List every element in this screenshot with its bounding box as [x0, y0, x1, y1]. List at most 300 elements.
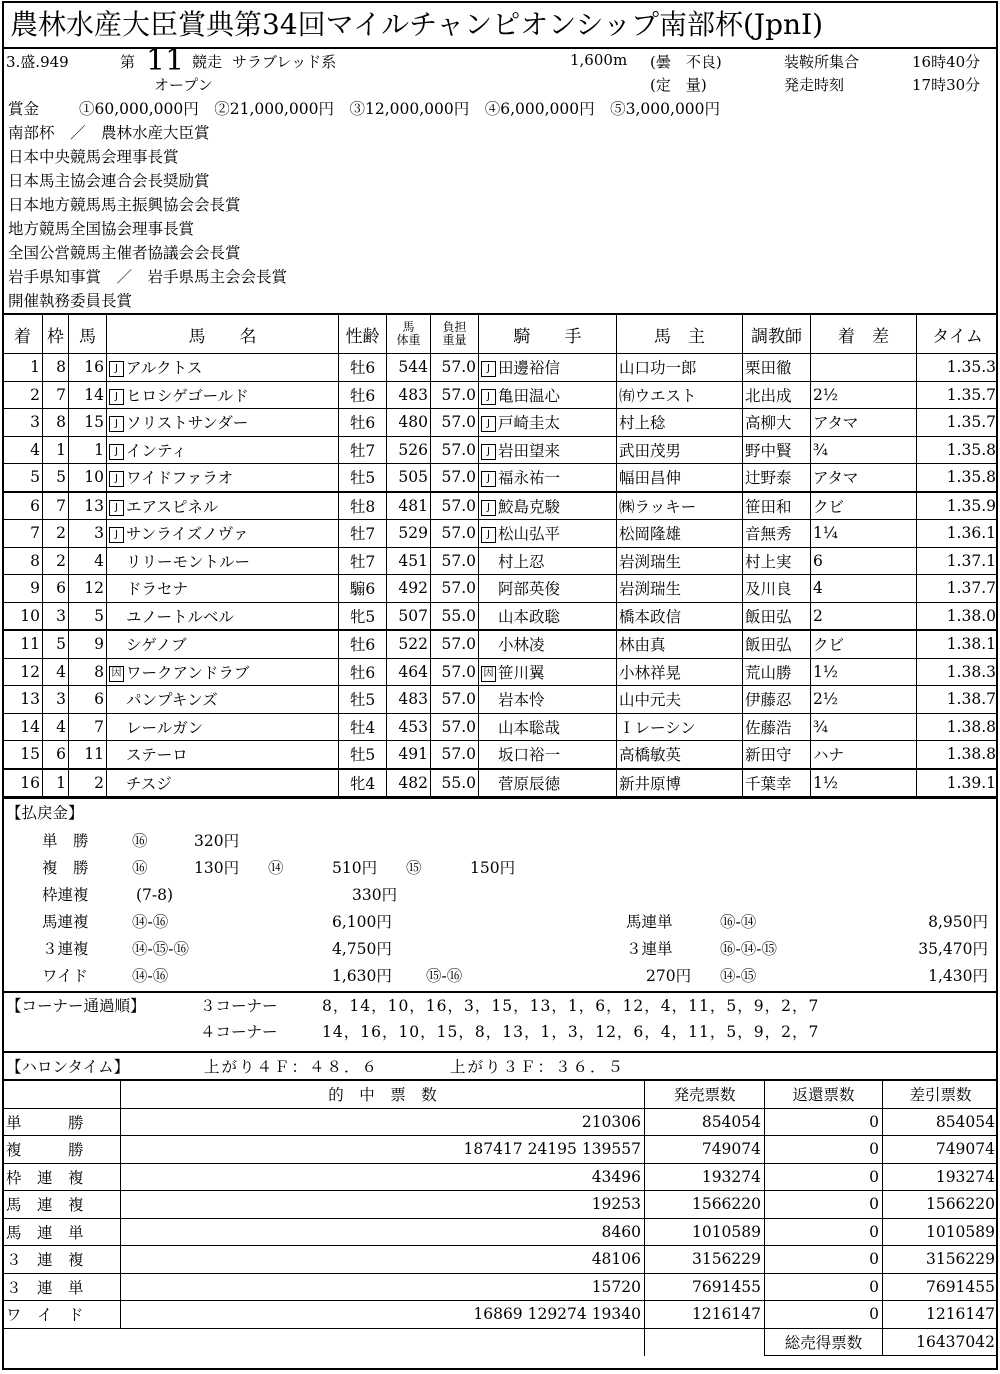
- results-header-row: [3, 314, 999, 354]
- affiliation-mark: J: [481, 527, 496, 543]
- horse-name: ワイドファラオ: [126, 469, 234, 488]
- votes-header-row: [3, 1080, 999, 1108]
- corner4-order: 14，16，10，15，8，13，1，3，12，6，4，11，5，9，2，7: [322, 1023, 820, 1041]
- cell-burden: 57.0: [431, 354, 479, 382]
- cell-num: 5: [69, 602, 107, 630]
- affiliation-mark: J: [109, 527, 124, 543]
- cell-rank: 10: [3, 602, 43, 630]
- win-label: 単 勝: [42, 832, 89, 850]
- cell-burden: 57.0: [431, 381, 479, 409]
- cell-horse: [107, 520, 339, 548]
- jockey-name: 田邊裕信: [498, 359, 561, 378]
- result-row: [3, 686, 999, 714]
- cell-num: 9: [69, 630, 107, 658]
- affiliation-mark: J: [109, 416, 124, 432]
- cell-trainer: 音無秀: [743, 520, 811, 548]
- cell-jockey: [479, 436, 617, 464]
- place1-combo: ⑯: [132, 859, 148, 877]
- cell-burden: 55.0: [431, 602, 479, 630]
- cell-owner: ㈲ウエスト: [617, 381, 743, 409]
- cell-horse: [107, 492, 339, 520]
- votes-cell-sold: 3156229: [645, 1246, 765, 1274]
- cell-margin: クビ: [811, 492, 917, 520]
- cell-frame: 2: [43, 520, 69, 548]
- result-row: [3, 547, 999, 575]
- col-weight: 馬 体重: [387, 314, 431, 354]
- cell-trainer: 及川良: [743, 575, 811, 603]
- cell-weight: 464: [387, 658, 431, 686]
- result-row: [3, 769, 999, 797]
- payout-heading: 【払戻金】: [6, 804, 84, 822]
- award-line: 岩手県知事賞 ／ 岩手県馬主会会長賞: [8, 268, 288, 286]
- votes-cell-refund: 0: [765, 1246, 883, 1274]
- votes-row: [3, 1136, 999, 1164]
- cell-weight: 483: [387, 686, 431, 714]
- cell-burden: 57.0: [431, 713, 479, 741]
- votes-cell-hits: 16869 129274 19340: [121, 1301, 645, 1329]
- corners-heading: 【コーナー通過順】: [6, 997, 146, 1015]
- votes-table: [2, 1079, 998, 1356]
- cell-horse: [107, 658, 339, 686]
- result-row: [3, 409, 999, 437]
- cell-burden: 55.0: [431, 769, 479, 797]
- affiliation-mark: J: [481, 444, 496, 460]
- cell-frame: 4: [43, 713, 69, 741]
- distance: 1,600m: [570, 51, 628, 69]
- horse-name: エアスピネル: [126, 497, 219, 516]
- cell-jockey: [479, 658, 617, 686]
- quinella-label: 馬連複: [42, 913, 89, 931]
- cell-horse: [107, 547, 339, 575]
- votes-body: [3, 1108, 999, 1328]
- votes-cell-refund: 0: [765, 1301, 883, 1329]
- cell-jockey: [479, 409, 617, 437]
- cell-margin: アタマ: [811, 464, 917, 492]
- horse-name: ステーロ: [126, 746, 188, 765]
- corner3-order: 8，14，10，16，3，15，13，1，6，12，4，11，5，9，2，7: [322, 997, 820, 1015]
- votes-row: [3, 1301, 999, 1329]
- cell-margin: アタマ: [811, 409, 917, 437]
- result-row: [3, 741, 999, 769]
- jockey-name: 福永祐一: [498, 469, 561, 488]
- bracket-amount: 330円: [352, 886, 398, 904]
- cell-trainer: 辻野泰: [743, 464, 811, 492]
- cell-jockey: [479, 630, 617, 658]
- cell-weight: 453: [387, 713, 431, 741]
- cell-num: 8: [69, 658, 107, 686]
- cell-frame: 6: [43, 575, 69, 603]
- cell-rank: 3: [3, 409, 43, 437]
- cell-weight: 480: [387, 409, 431, 437]
- cell-time: 1.35.7: [917, 381, 999, 409]
- award-line: 開催執務委員長賞: [8, 292, 133, 310]
- award-line: 全国公営競馬主催者協議会会長賞: [8, 244, 241, 262]
- cell-burden: 57.0: [431, 575, 479, 603]
- cell-frame: 1: [43, 436, 69, 464]
- cell-weight: 507: [387, 602, 431, 630]
- cell-owner: 新井原博: [617, 769, 743, 797]
- cell-frame: 4: [43, 658, 69, 686]
- horse-name: レールガン: [126, 718, 204, 737]
- cell-num: 10: [69, 464, 107, 492]
- cell-rank: 8: [3, 547, 43, 575]
- votes-cell-type: 単 勝: [3, 1108, 121, 1136]
- breed: サラブレッド系: [232, 53, 337, 71]
- wide2-combo: ⑮-⑯: [426, 967, 463, 985]
- votes-cell-sold: 749074: [645, 1136, 765, 1164]
- horse-name: ヒロシゲゴールド: [126, 386, 249, 405]
- col-sexage: 性齢: [339, 314, 387, 354]
- cell-jockey: [479, 354, 617, 382]
- wide-label: ワイド: [42, 967, 89, 985]
- jockey-name: 村上忍: [498, 552, 545, 571]
- cell-owner: ㈱ラッキー: [617, 492, 743, 520]
- cell-num: 4: [69, 547, 107, 575]
- cell-burden: 57.0: [431, 547, 479, 575]
- cell-owner: 岩渕瑞生: [617, 575, 743, 603]
- cell-rank: 11: [3, 630, 43, 658]
- votes-row: [3, 1246, 999, 1274]
- place2-combo: ⑭: [268, 859, 284, 877]
- cell-frame: 1: [43, 769, 69, 797]
- votes-cell-hits: 19253: [121, 1191, 645, 1219]
- cell-margin: 1½: [811, 658, 917, 686]
- cell-trainer: 飯田弘: [743, 630, 811, 658]
- cell-sexage: 牡7: [339, 520, 387, 548]
- cell-trainer: 野中賢: [743, 436, 811, 464]
- cell-sexage: 牡5: [339, 686, 387, 714]
- result-row: [3, 436, 999, 464]
- award-line: 地方競馬全国協会理事長賞: [8, 220, 195, 238]
- votes-cell-net: 3156229: [883, 1246, 999, 1274]
- post-time: 17時30分: [912, 76, 981, 94]
- place-label: 複 勝: [42, 859, 89, 877]
- cell-rank: 16: [3, 769, 43, 797]
- cell-trainer: 村上実: [743, 547, 811, 575]
- place1-amount: 130円: [194, 859, 240, 877]
- cell-margin: ハナ: [811, 741, 917, 769]
- cell-frame: 5: [43, 464, 69, 492]
- prize-label: 賞金: [8, 100, 40, 118]
- votes-total-row: [3, 1328, 999, 1356]
- affiliation-mark: 因: [481, 666, 496, 682]
- cell-rank: 9: [3, 575, 43, 603]
- cell-rank: 14: [3, 713, 43, 741]
- result-row: [3, 713, 999, 741]
- cell-time: 1.38.3: [917, 658, 999, 686]
- cell-margin: 1¼: [811, 520, 917, 548]
- wide3-amount: 1,430円: [928, 967, 988, 985]
- cell-time: 1.37.1: [917, 547, 999, 575]
- race-result-sheet: [2, 1, 998, 1370]
- cell-horse: [107, 769, 339, 797]
- cell-margin: クビ: [811, 630, 917, 658]
- award-line: 日本中央競馬会理事長賞: [8, 148, 179, 166]
- jockey-name: 小林凌: [498, 636, 545, 655]
- cell-horse: [107, 464, 339, 492]
- paddock-time: 16時40分: [912, 53, 981, 71]
- bracket-combo: (7-8): [136, 886, 174, 904]
- cell-time: 1.38.0: [917, 602, 999, 630]
- cell-horse: [107, 713, 339, 741]
- cell-rank: 6: [3, 492, 43, 520]
- cell-trainer: 新田守: [743, 741, 811, 769]
- trio-amount: 4,750円: [332, 940, 392, 958]
- cell-trainer: 飯田弘: [743, 602, 811, 630]
- exacta-amount: 8,950円: [928, 913, 988, 931]
- wide1-amount: 1,630円: [332, 967, 392, 985]
- votes-cell-refund: 0: [765, 1273, 883, 1301]
- cell-rank: 13: [3, 686, 43, 714]
- cell-owner: 岩渕瑞生: [617, 547, 743, 575]
- cell-owner: 松岡隆雄: [617, 520, 743, 548]
- cell-frame: 5: [43, 630, 69, 658]
- place2-amount: 510円: [332, 859, 378, 877]
- cell-num: 15: [69, 409, 107, 437]
- cell-owner: 村上稔: [617, 409, 743, 437]
- cell-owner: 山口功一郎: [617, 354, 743, 382]
- votes-row: [3, 1163, 999, 1191]
- cell-weight: 505: [387, 464, 431, 492]
- cell-jockey: [479, 520, 617, 548]
- award-line: 南部杯 ／ 農林水産大臣賞: [8, 124, 210, 142]
- cell-rank: 7: [3, 520, 43, 548]
- trio-combo: ⑭-⑮-⑯: [132, 940, 189, 958]
- votes-cell-refund: 0: [765, 1191, 883, 1219]
- cell-trainer: 笹田和: [743, 492, 811, 520]
- cell-jockey: [479, 686, 617, 714]
- cell-weight: 491: [387, 741, 431, 769]
- votes-cell-sold: 193274: [645, 1163, 765, 1191]
- col-trainer: 調教師: [743, 314, 811, 354]
- cell-burden: 57.0: [431, 741, 479, 769]
- cell-jockey: [479, 602, 617, 630]
- cell-horse: [107, 409, 339, 437]
- jockey-name: 鮫島克駿: [498, 497, 561, 516]
- cell-burden: 57.0: [431, 492, 479, 520]
- bracket-label: 枠連複: [42, 886, 89, 904]
- cell-time: 1.38.8: [917, 713, 999, 741]
- cell-weight: 483: [387, 381, 431, 409]
- votes-cell-sold: 1566220: [645, 1191, 765, 1219]
- votes-cell-net: 749074: [883, 1136, 999, 1164]
- cell-owner: 橋本政信: [617, 602, 743, 630]
- cell-horse: [107, 602, 339, 630]
- weather-track: (曇 不良): [650, 53, 722, 71]
- cell-jockey: [479, 547, 617, 575]
- corner3-label: ３コーナー: [200, 997, 278, 1015]
- cell-rank: 5: [3, 464, 43, 492]
- votes-cell-hits: 43496: [121, 1163, 645, 1191]
- cell-trainer: 荒山勝: [743, 658, 811, 686]
- cell-time: 1.35.8: [917, 464, 999, 492]
- cell-time: 1.37.7: [917, 575, 999, 603]
- votes-cell-type: ３ 連 複: [3, 1246, 121, 1274]
- win-amount: 320円: [194, 832, 240, 850]
- cell-rank: 1: [3, 354, 43, 382]
- horse-name: シゲノブ: [126, 636, 187, 655]
- result-row: [3, 381, 999, 409]
- cell-owner: 武田茂男: [617, 436, 743, 464]
- cell-frame: 3: [43, 602, 69, 630]
- cell-frame: 2: [43, 547, 69, 575]
- cell-num: 12: [69, 575, 107, 603]
- cell-sexage: 牡6: [339, 409, 387, 437]
- cell-time: 1.36.1: [917, 520, 999, 548]
- col-num: 馬: [69, 314, 107, 354]
- cell-sexage: 牡6: [339, 381, 387, 409]
- cell-margin: ¾: [811, 436, 917, 464]
- affiliation-mark: J: [481, 471, 496, 487]
- cell-owner: 高橋敏英: [617, 741, 743, 769]
- cell-frame: 7: [43, 381, 69, 409]
- jockey-name: 戸崎圭太: [498, 414, 561, 433]
- cell-trainer: 栗田徹: [743, 354, 811, 382]
- cell-horse: [107, 436, 339, 464]
- cell-horse: [107, 630, 339, 658]
- votes-cell-refund: 0: [765, 1108, 883, 1136]
- cell-sexage: 牝5: [339, 602, 387, 630]
- jockey-name: 山本聡哉: [498, 718, 561, 737]
- votes-cell-hits: 8460: [121, 1218, 645, 1246]
- affiliation-mark: J: [109, 500, 124, 516]
- votes-row: [3, 1218, 999, 1246]
- cell-margin: [811, 354, 917, 382]
- votes-cell-net: 854054: [883, 1108, 999, 1136]
- result-row: [3, 630, 999, 658]
- votes-cell-refund: 0: [765, 1163, 883, 1191]
- affiliation-mark: J: [109, 444, 124, 460]
- votes-cell-net: 1566220: [883, 1191, 999, 1219]
- race-class: オープン: [154, 76, 213, 94]
- cell-sexage: 牝4: [339, 769, 387, 797]
- trifecta-combo: ⑯-⑭-⑮: [720, 940, 777, 958]
- cell-num: 2: [69, 769, 107, 797]
- votes-cell-refund: 0: [765, 1218, 883, 1246]
- cell-burden: 57.0: [431, 409, 479, 437]
- cell-time: 1.39.1: [917, 769, 999, 797]
- col-margin: 着 差: [811, 314, 917, 354]
- horse-name: ソリストサンダー: [126, 414, 249, 433]
- meet-code: 3.盛.949: [6, 53, 69, 71]
- votes-cell-hits: 187417 24195 139557: [121, 1136, 645, 1164]
- cell-sexage: 牡7: [339, 547, 387, 575]
- cell-sexage: 牡4: [339, 713, 387, 741]
- cell-margin: 4: [811, 575, 917, 603]
- cell-weight: 481: [387, 492, 431, 520]
- jockey-name: 坂口裕一: [498, 746, 561, 765]
- affiliation-mark: J: [109, 389, 124, 405]
- affiliation-mark: J: [109, 471, 124, 487]
- affiliation-mark: J: [109, 361, 124, 377]
- quinella-amount: 6,100円: [332, 913, 392, 931]
- cell-frame: 8: [43, 354, 69, 382]
- results-body: [3, 354, 999, 797]
- race-number: 11: [146, 43, 185, 78]
- cell-burden: 57.0: [431, 658, 479, 686]
- cell-horse: [107, 741, 339, 769]
- affiliation-mark: J: [481, 389, 496, 405]
- race-suffix: 競走: [192, 53, 223, 71]
- cell-sexage: 牡5: [339, 741, 387, 769]
- horse-name: ドラセナ: [126, 580, 189, 599]
- wide3-combo: ⑭-⑮: [720, 967, 757, 985]
- trio-label: ３連複: [42, 940, 89, 958]
- cell-frame: 6: [43, 741, 69, 769]
- cell-frame: 7: [43, 492, 69, 520]
- award-line: 日本地方競馬馬主振興協会会長賞: [8, 196, 241, 214]
- win-combo: ⑯: [132, 832, 148, 850]
- col-owner: 馬 主: [617, 314, 743, 354]
- cell-time: 1.35.8: [917, 436, 999, 464]
- cell-time: 1.35.3: [917, 354, 999, 382]
- cell-horse: [107, 381, 339, 409]
- cell-horse: [107, 575, 339, 603]
- cell-weight: 529: [387, 520, 431, 548]
- affiliation-mark: J: [481, 361, 496, 377]
- jockey-name: 亀田温心: [498, 386, 561, 405]
- cell-num: 11: [69, 741, 107, 769]
- cell-margin: ¾: [811, 713, 917, 741]
- cell-owner: 山中元夫: [617, 686, 743, 714]
- cell-num: 14: [69, 381, 107, 409]
- cell-sexage: 牡6: [339, 630, 387, 658]
- votes-col-hits: 的 中 票 数: [121, 1080, 645, 1108]
- col-rank: 着: [3, 314, 43, 354]
- cell-num: 3: [69, 520, 107, 548]
- prize-values: ①60,000,000円 ②21,000,000円 ③12,000,000円 ④6,000,000円 ⑤3,000,000円: [79, 100, 721, 118]
- cell-weight: 492: [387, 575, 431, 603]
- place3-amount: 150円: [470, 859, 516, 877]
- cell-trainer: 北出成: [743, 381, 811, 409]
- cell-margin: 1½: [811, 769, 917, 797]
- corner4-label: ４コーナー: [200, 1023, 278, 1041]
- jockey-name: 岩田望来: [498, 441, 561, 460]
- votes-cell-hits: 48106: [121, 1246, 645, 1274]
- cell-rank: 15: [3, 741, 43, 769]
- col-burden: 負担 重量: [431, 314, 479, 354]
- votes-cell-hits: 15720: [121, 1273, 645, 1301]
- votes-cell-type: 馬 連 複: [3, 1191, 121, 1219]
- cell-margin: 2: [811, 602, 917, 630]
- result-row: [3, 492, 999, 520]
- votes-col-sold: 発売票数: [645, 1080, 765, 1108]
- jockey-name: 松山弘平: [498, 525, 561, 544]
- cell-margin: 2½: [811, 686, 917, 714]
- cell-num: 13: [69, 492, 107, 520]
- result-row: [3, 464, 999, 492]
- cell-jockey: [479, 381, 617, 409]
- votes-cell-type: 枠 連 複: [3, 1163, 121, 1191]
- votes-cell-type: ３ 連 単: [3, 1273, 121, 1301]
- cell-time: 1.38.8: [917, 741, 999, 769]
- cell-time: 1.35.7: [917, 409, 999, 437]
- furlong-heading: 【ハロンタイム】: [6, 1058, 130, 1076]
- votes-col-refund: 返還票数: [765, 1080, 883, 1108]
- horse-name: パンプキンズ: [126, 691, 218, 710]
- votes-row: [3, 1108, 999, 1136]
- horse-name: リリーモントルー: [126, 552, 251, 571]
- col-jockey: 騎 手: [479, 314, 617, 354]
- last4f: 上がり４Ｆ：４８．６: [204, 1058, 380, 1076]
- cell-jockey: [479, 769, 617, 797]
- result-row: [3, 354, 999, 382]
- cell-sexage: 牡6: [339, 354, 387, 382]
- affiliation-mark: J: [481, 416, 496, 432]
- cell-burden: 57.0: [431, 520, 479, 548]
- place3-combo: ⑮: [406, 859, 422, 877]
- cell-owner: 幅田昌伸: [617, 464, 743, 492]
